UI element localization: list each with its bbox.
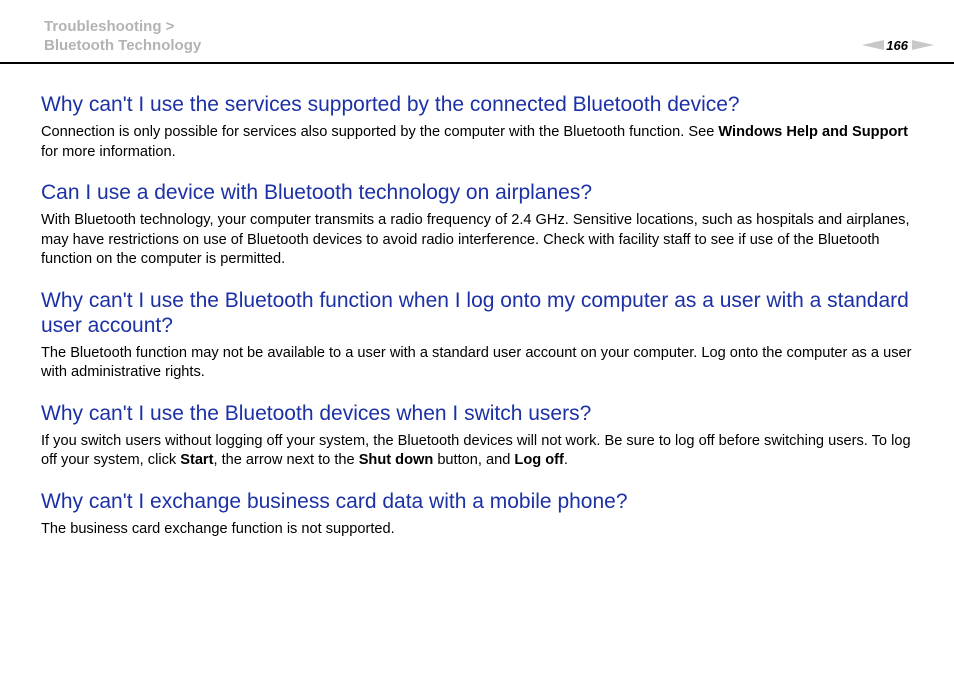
bold-term: Windows Help and Support <box>718 124 908 140</box>
body-text: Connection is only possible for services also supported by the computer with the Bluetooth function. See <box>41 124 719 140</box>
body-text: button, and <box>433 452 515 468</box>
section-heading: Why can't I use the Bluetooth function when I log onto my computer as a user with a standard user account? <box>41 288 909 337</box>
page-number: 166 <box>886 37 908 53</box>
breadcrumb <box>44 17 201 55</box>
page-header <box>0 0 954 64</box>
body-text: If you switch users without logging off your system, the Bluetooth devices will not work. Be sure to log off before switching users. To log off your system, click <box>41 432 911 468</box>
section-airplanes <box>41 180 913 270</box>
breadcrumb-item-troubleshooting[interactable]: Troubleshooting > <box>44 18 175 35</box>
page-navigator <box>862 37 934 53</box>
section-body <box>41 520 913 540</box>
section-switch-users <box>41 401 913 471</box>
section-heading: Why can't I use the services supported by the connected Bluetooth device? <box>41 93 740 116</box>
body-text: The Bluetooth function may not be available to a user with a standard user account on your computer. Log onto the computer as a user with administrative rights. <box>41 344 912 380</box>
body-text: The business card exchange function is not supported. <box>41 520 395 537</box>
section-standard-user <box>41 288 913 383</box>
body-text: With Bluetooth technology, your computer transmits a radio frequency of 2.4 GHz. Sensitive locations, such as hospitals and airplanes, may have restrictions on use of Bluetooth devices to avoid radio interference. Check with facility staff to see if use of the Bluetooth function on the computer is permitted. <box>41 212 910 267</box>
section-business-card <box>41 489 913 540</box>
body-text: . <box>563 452 568 468</box>
breadcrumb-item-bluetooth-technology[interactable]: Bluetooth Technology <box>44 37 202 54</box>
next-page-arrow-icon[interactable] <box>912 40 934 50</box>
section-body <box>41 211 913 270</box>
bold-term: Log off <box>514 452 564 468</box>
section-body <box>41 123 913 162</box>
section-heading: Can I use a device with Bluetooth technology on airplanes? <box>41 181 593 204</box>
bold-term: Start <box>180 452 214 468</box>
section-heading: Why can't I use the Bluetooth devices when I switch users? <box>41 401 592 425</box>
previous-page-arrow-icon[interactable] <box>862 40 884 50</box>
section-body <box>41 344 913 383</box>
body-text: , the arrow next to the <box>213 452 359 468</box>
bold-term: Shut down <box>358 452 434 468</box>
body-text: for more information. <box>41 143 176 160</box>
section-heading: Why can't I exchange business card data with a mobile phone? <box>41 489 628 513</box>
section-services <box>41 92 913 162</box>
page-content <box>41 92 913 557</box>
section-body <box>41 432 913 471</box>
